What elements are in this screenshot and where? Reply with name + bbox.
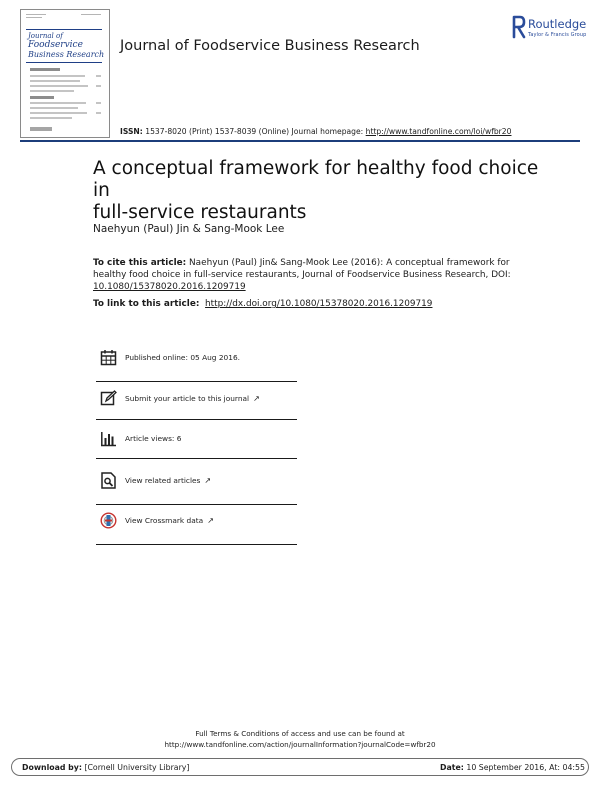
bar-chart-icon <box>100 430 117 447</box>
related-articles-label: View related articles <box>125 476 201 485</box>
terms-notice <box>0 728 600 750</box>
divider <box>96 544 297 545</box>
edit-icon <box>100 390 117 407</box>
document-search-icon <box>100 472 117 489</box>
cite-label: To cite this article: <box>93 258 187 268</box>
divider <box>96 419 297 420</box>
downloaded-by: Download by: [Cornell University Library] <box>22 763 190 772</box>
cover-title: Journal of Foodservice Business Research <box>28 32 105 59</box>
publisher-name: Routledge <box>528 17 587 31</box>
issn-text: 1537-8020 (Print) 1537-8039 (Online) Journal homepage: <box>145 127 364 136</box>
citation-block: To cite this article: Naehyun (Paul) Jin& Sang-Mook Lee (2016): A conceptual framework for healthy food choice in full-service restaurants, Journal of Foodservice Business Research, DOI: 10.1080/15378020.2016.1209719 <box>93 258 511 292</box>
article-authors: Naehyun (Paul) Jin & Sang-Mook Lee <box>93 223 285 235</box>
terms-url-link[interactable]: http://www.tandfonline.com/action/journalInformation?journalCode=wfbr20 <box>164 740 436 749</box>
article-title: A conceptual framework for healthy food choice in full-service restaurants <box>93 158 539 223</box>
article-views-text: Article views: 6 <box>125 434 182 443</box>
calendar-icon <box>100 349 117 366</box>
terms-line: Full Terms & Conditions of access and use can be found at <box>195 729 405 738</box>
header-divider <box>20 140 580 142</box>
download-date: Date: 10 September 2016, At: 04:55 <box>440 763 585 772</box>
article-doi-link[interactable]: http://dx.doi.org/10.1080/15378020.2016.1209719 <box>205 299 433 309</box>
journal-homepage-link[interactable]: http://www.tandfonline.com/loi/wfbr20 <box>365 127 512 136</box>
published-online-row <box>100 349 240 366</box>
divider <box>96 504 297 505</box>
external-link-icon: ↗ <box>207 516 214 525</box>
issn-line <box>120 127 511 136</box>
crossmark-link[interactable] <box>100 512 214 529</box>
citation-doi-link[interactable]: 10.1080/15378020.2016.1209719 <box>93 282 246 292</box>
publisher-tagline: Taylor & Francis Group <box>528 32 587 38</box>
issn-label: ISSN: <box>120 127 143 136</box>
article-views-row <box>100 430 181 447</box>
divider <box>96 381 297 382</box>
journal-title: Journal of Foodservice Business Research <box>120 38 420 54</box>
submit-article-link[interactable] <box>100 390 260 407</box>
link-label: To link to this article: <box>93 299 200 309</box>
external-link-icon: ↗ <box>253 394 260 403</box>
divider <box>96 458 297 459</box>
article-link-line <box>93 299 432 309</box>
crossmark-label: View Crossmark data <box>125 516 204 525</box>
published-online-text: Published online: 05 Aug 2016. <box>125 353 241 362</box>
crossmark-icon <box>100 512 117 529</box>
external-link-icon: ↗ <box>204 476 212 485</box>
journal-cover-thumbnail <box>20 9 110 138</box>
submit-article-label: Submit your article to this journal <box>125 394 250 403</box>
related-articles-link[interactable] <box>100 472 211 489</box>
routledge-logo-icon <box>512 15 526 39</box>
